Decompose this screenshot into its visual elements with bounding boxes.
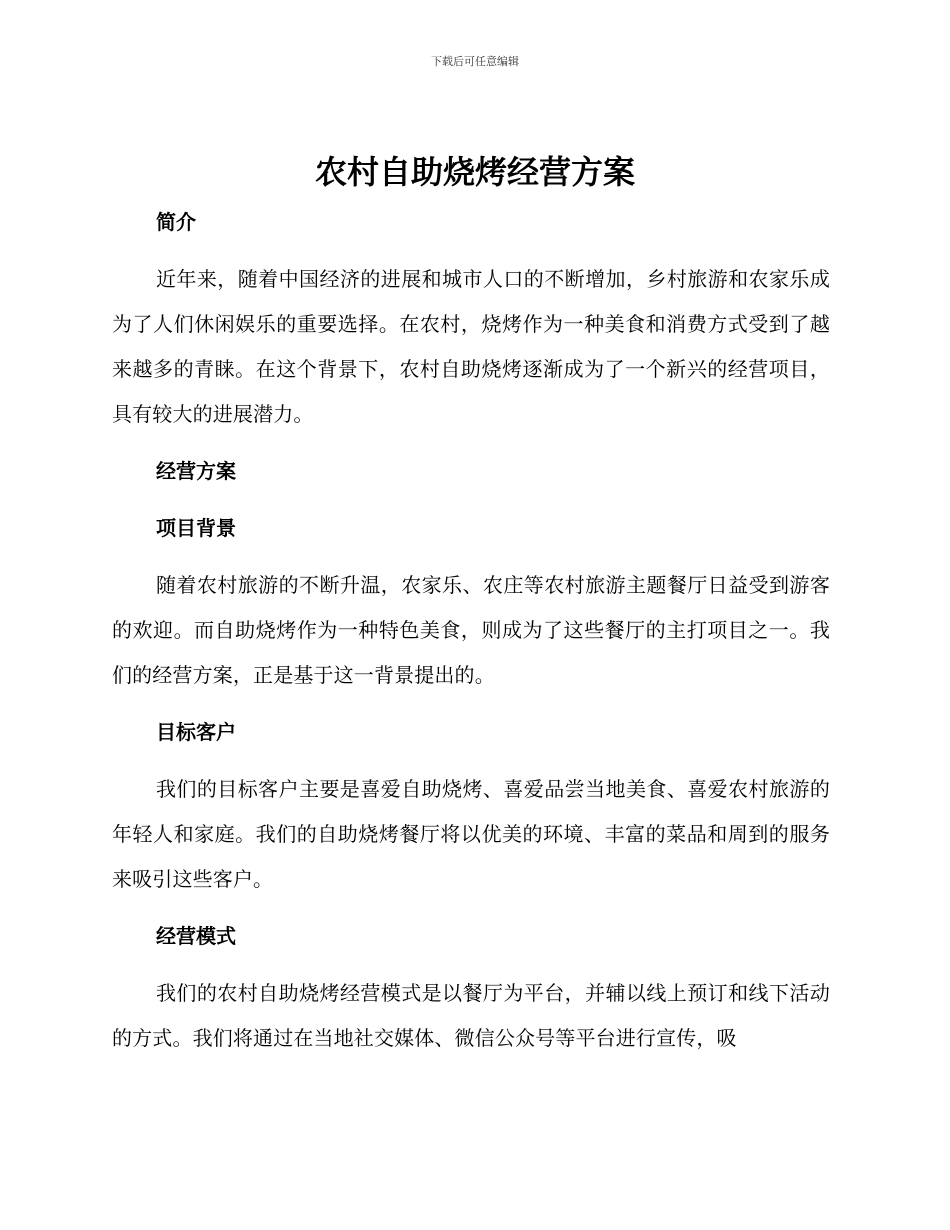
section-heading-customers: 目标客户 [156, 720, 236, 744]
paragraph-background: 随着农村旅游的不断升温，农家乐、农庄等农村旅游主题餐厅日益受到游客的欢迎。而自助烧烤作为一种特色美食，则成为了这些餐厅的主打项目之一。我们的经营方案，正是基于这一背景提出的。 [112, 573, 830, 687]
document-body [112, 200, 830, 1061]
section-heading-plan: 经营方案 [156, 459, 236, 483]
document-title: 农村自助烧烤经营方案 [314, 153, 635, 191]
section-heading-model: 经营模式 [156, 924, 236, 948]
section-heading-background: 项目背景 [156, 516, 236, 540]
paragraph-customers: 我们的目标客户主要是喜爱自助烧烤、喜爱品尝当地美食、喜爱农村旅游的年轻人和家庭。我们的自助烧烤餐厅将以优美的环境、丰富的菜品和周到的服务来吸引这些客户。 [112, 777, 830, 891]
section-heading-intro: 简介 [156, 210, 196, 234]
header-note: 下载后可任意编辑 [431, 55, 519, 68]
paragraph-model: 我们的农村自助烧烤经营模式是以餐厅为平台，并辅以线上预订和线下活动的方式。我们将通过在当地社交媒体、微信公众号等平台进行宣传，吸 [112, 981, 830, 1050]
paragraph-intro: 近年来，随着中国经济的进展和城市人口的不断增加，乡村旅游和农家乐成为了人们休闲娱乐的重要选择。在农村，烧烤作为一种美食和消费方式受到了越来越多的青睐。在这个背景下，农村自助烧烤逐渐成为了一个新兴的经营项目，具有较大的进展潜力。 [112, 267, 830, 426]
